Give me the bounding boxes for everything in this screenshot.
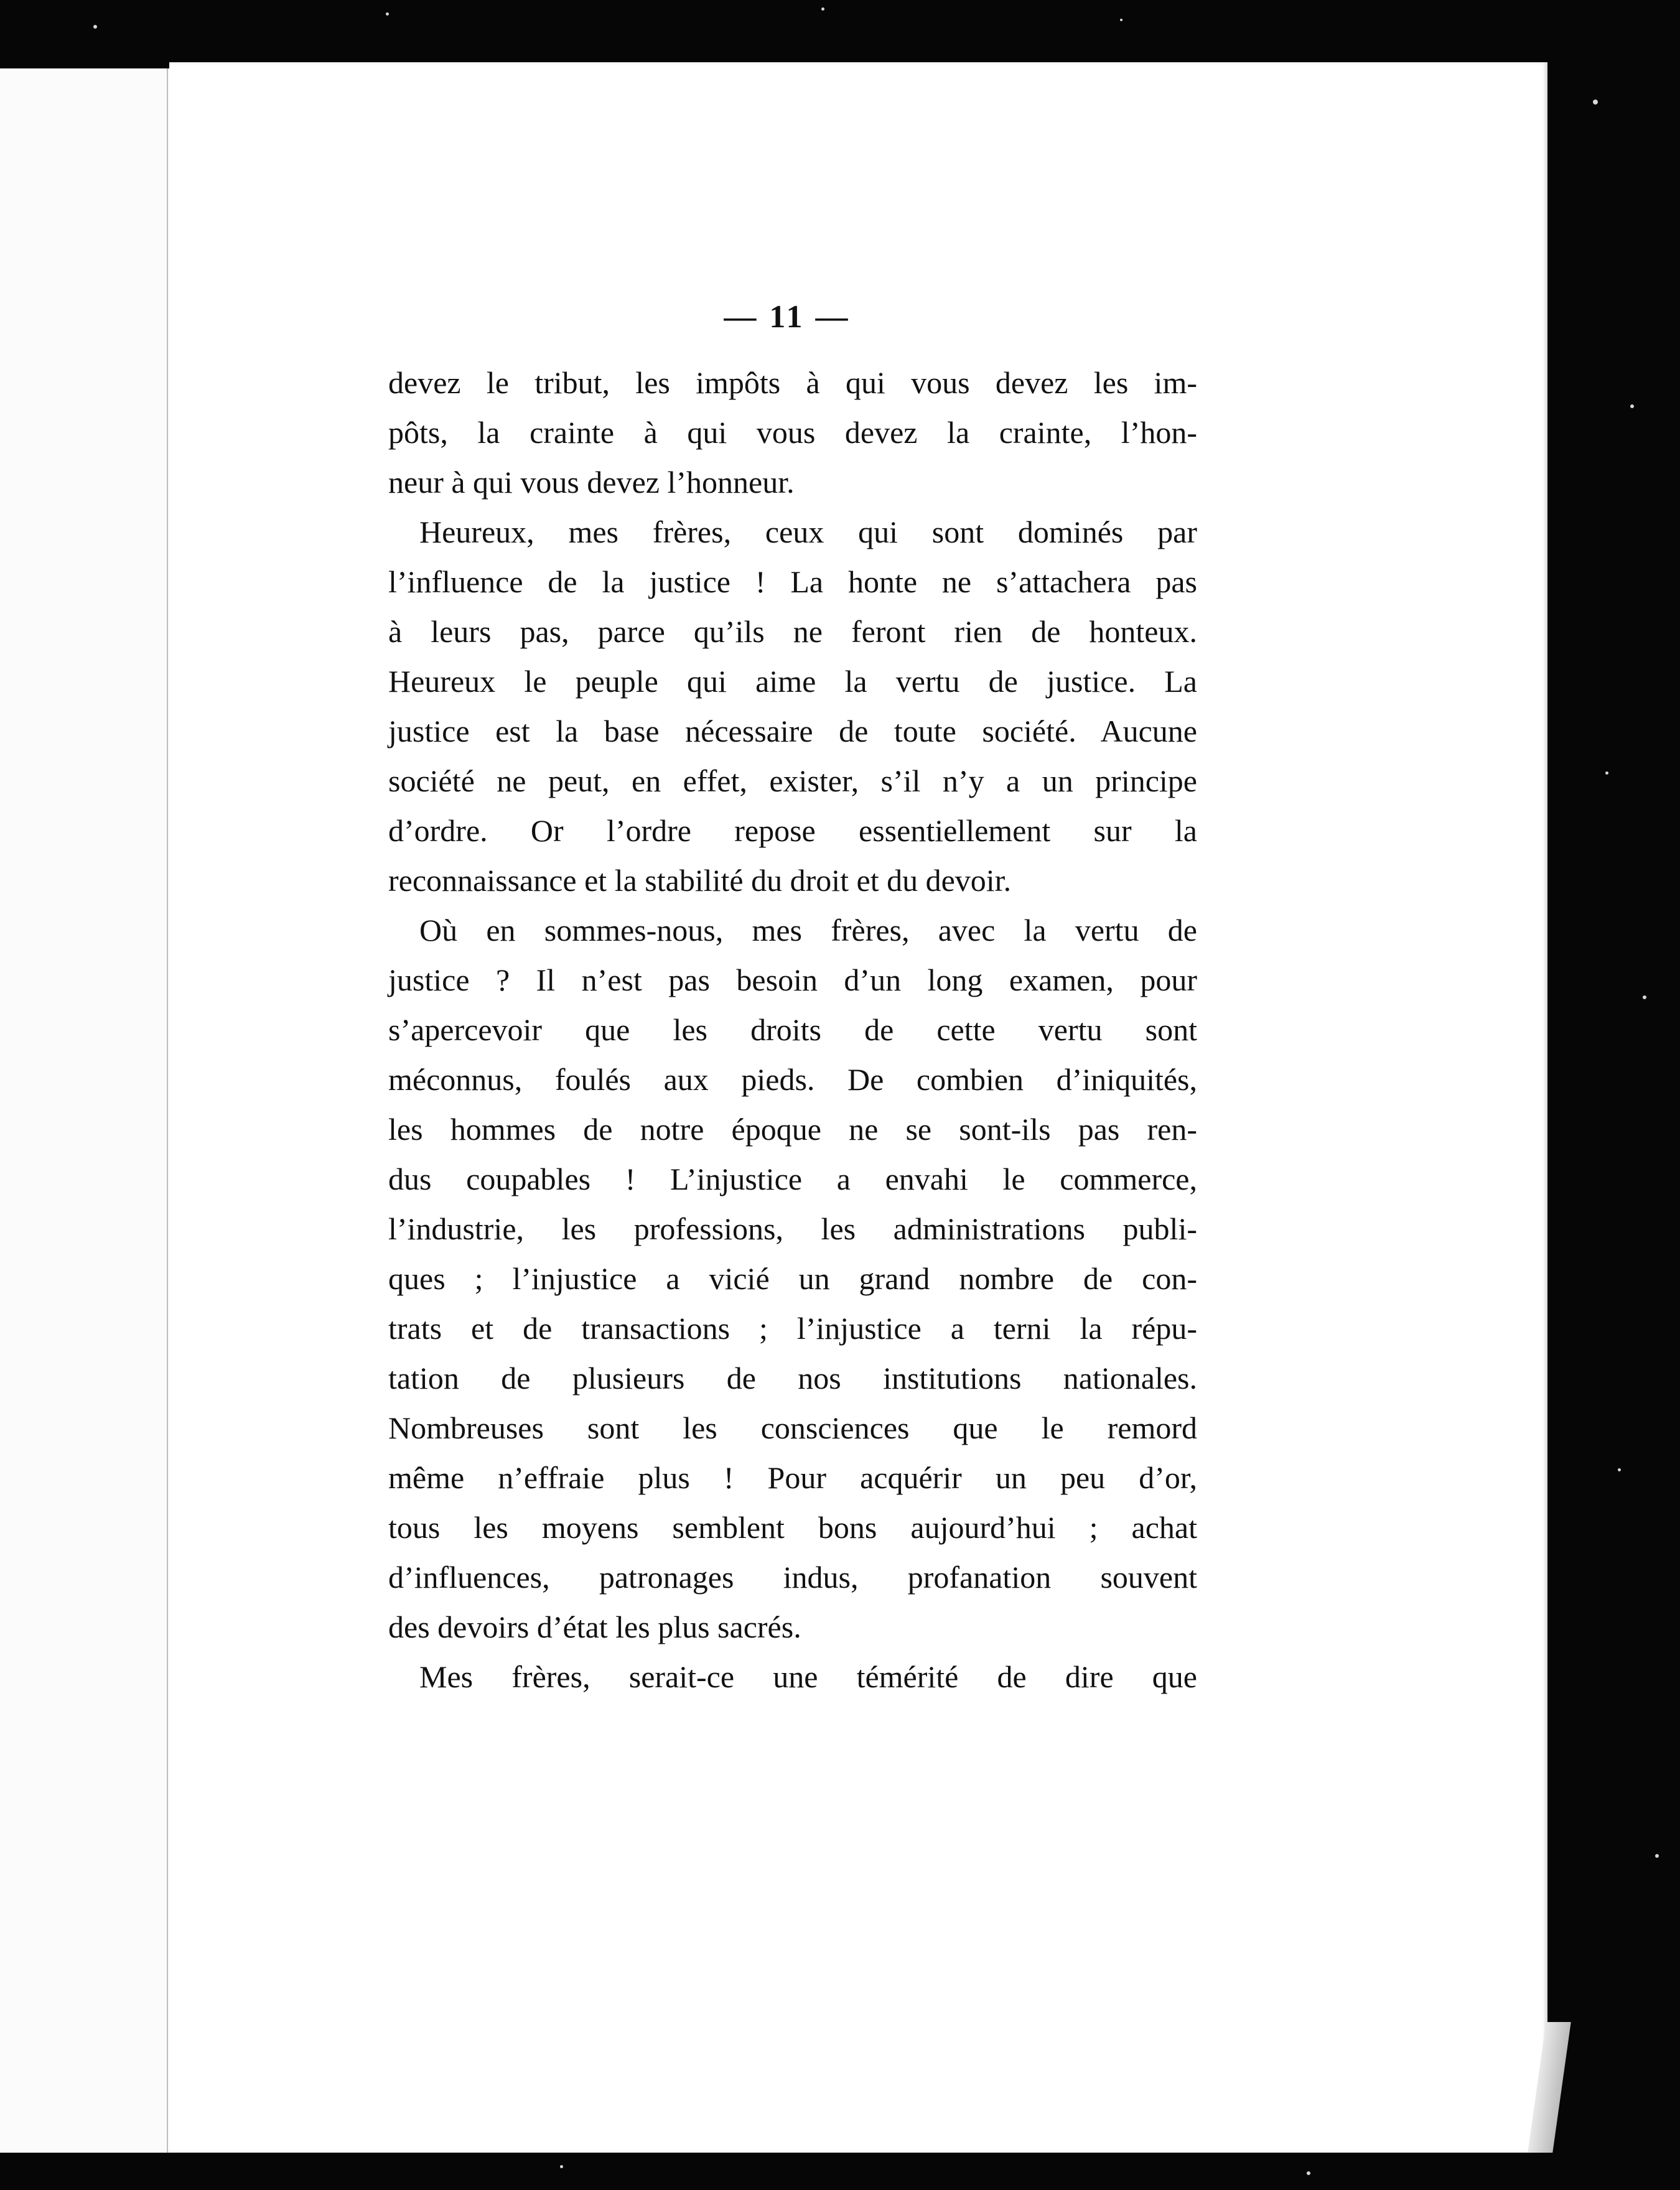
scan-speck	[1605, 771, 1608, 775]
text-line: Où en sommes-nous, mes frères, avec la vertu de	[419, 913, 1197, 948]
scan-speck	[821, 7, 824, 11]
facing-page-edge	[0, 68, 189, 2153]
text-line: même n’effraie plus ! Pour acquérir un peu d’or,	[388, 1460, 1197, 1495]
page-number: — 11 —	[724, 299, 851, 335]
scan-speck	[1307, 2171, 1310, 2175]
body-text	[388, 358, 1197, 1702]
text-line: trats et de transactions ; l’injustice a terni la répu-	[388, 1311, 1197, 1346]
scan-speck	[1655, 1854, 1659, 1858]
scan-speck	[1618, 1468, 1621, 1471]
text-line: justice ? Il n’est pas besoin d’un long examen, pour	[388, 962, 1197, 997]
text-line: société ne peut, en effet, exister, s’il n’y a un principe	[388, 763, 1197, 798]
text-line: Mes frères, serait-ce une témérité de dire que	[419, 1659, 1197, 1694]
text-line: reconnaissance et la stabilité du droit et du devoir.	[388, 863, 1012, 898]
scan-speck	[560, 2165, 563, 2168]
text-line: Nombreuses sont les consciences que le remord	[388, 1410, 1197, 1445]
text-line: l’industrie, les professions, les administrations publi-	[388, 1211, 1197, 1246]
text-line: tation de plusieurs de nos institutions nationales.	[388, 1361, 1197, 1396]
scan-speck	[1120, 19, 1122, 21]
text-line: tous les moyens semblent bons aujourd’hui ; achat	[388, 1510, 1197, 1545]
text-line: s’apercevoir que les droits de cette vertu sont	[388, 1012, 1197, 1047]
text-line: Heureux le peuple qui aime la vertu de justice. La	[388, 664, 1197, 699]
text-line: des devoirs d’état les plus sacrés.	[388, 1610, 801, 1644]
text-line: dus coupables ! L’injustice a envahi le commerce,	[388, 1162, 1197, 1196]
gutter-line	[167, 68, 168, 2153]
text-line: neur à qui vous devez l’honneur.	[388, 465, 795, 500]
text-line: d’ordre. Or l’ordre repose essentiellement sur la	[388, 813, 1197, 848]
scan-speck	[1630, 404, 1634, 408]
text-line: justice est la base nécessaire de toute société. Aucune	[388, 714, 1197, 748]
scan-speck	[93, 25, 97, 29]
text-line: devez le tribut, les impôts à qui vous devez les im-	[388, 365, 1197, 400]
text-line: l’influence de la justice ! La honte ne s’attachera pas	[388, 564, 1197, 599]
text-line: à leurs pas, parce qu’ils ne feront rien de honteux.	[388, 614, 1197, 649]
scan-speck	[1593, 100, 1598, 105]
text-line: d’influences, patronages indus, profanation souvent	[388, 1560, 1197, 1595]
text-line: méconnus, foulés aux pieds. De combien d’iniquités,	[388, 1062, 1197, 1097]
scan-speck	[1643, 995, 1646, 999]
text-line: pôts, la crainte à qui vous devez la crainte, l’hon-	[388, 415, 1197, 450]
scan-speck	[386, 12, 389, 16]
text-line: ques ; l’injustice a vicié un grand nombre de con-	[388, 1261, 1197, 1296]
text-line: Heureux, mes frères, ceux qui sont dominés par	[419, 515, 1197, 549]
text-line: les hommes de notre époque ne se sont-ils pas ren-	[388, 1112, 1197, 1147]
